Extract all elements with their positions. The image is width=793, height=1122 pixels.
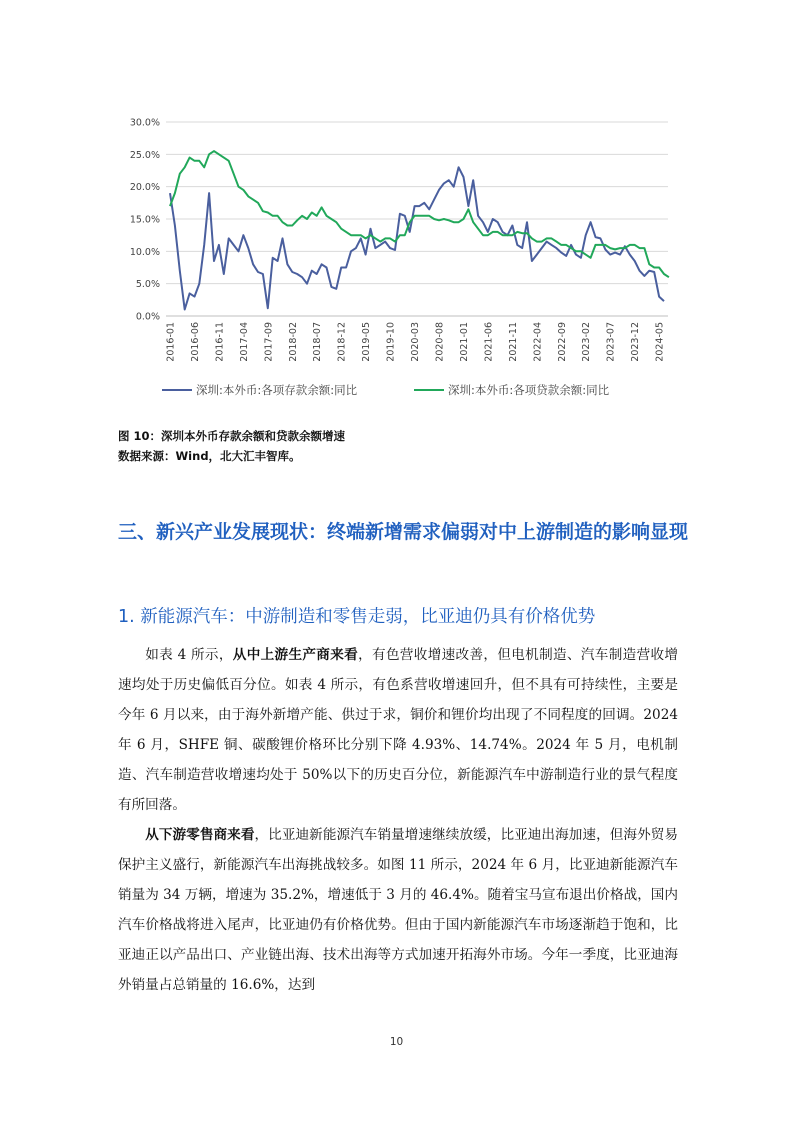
- x-tick-label: 2019-10: [385, 322, 397, 362]
- x-tick-label: 2016-06: [189, 322, 201, 362]
- line-chart: [118, 108, 678, 408]
- deposit-growth-line: [170, 167, 664, 309]
- loan-growth-line: [170, 151, 669, 277]
- figure-source: 数据来源：Wind，北大汇丰智库。: [118, 449, 301, 463]
- x-tick-label: 2020-08: [434, 322, 446, 362]
- x-tick-label: 2021-01: [458, 322, 470, 362]
- y-tick-label: 25.0%: [129, 149, 160, 161]
- x-tick-label: 2022-09: [556, 322, 568, 362]
- x-tick-label: 2018-02: [287, 322, 299, 362]
- x-tick-label: 2018-12: [336, 322, 348, 362]
- x-tick-label: 2016-11: [214, 322, 226, 362]
- x-tick-label: 2021-06: [483, 322, 495, 362]
- y-tick-label: 15.0%: [129, 214, 160, 226]
- p1-lead: 如表 4 所示，: [145, 647, 233, 663]
- legend-label: 深圳:本外币:各项存款余额:同比: [196, 383, 358, 397]
- x-tick-label: 2020-03: [410, 322, 422, 362]
- p2-bold: 从下游零售商来看: [145, 827, 255, 843]
- section-heading: 三、新兴产业发展现状：终端新增需求偏弱对中上游制造的影响显现: [118, 521, 689, 543]
- y-tick-label: 5.0%: [135, 279, 160, 291]
- x-tick-label: 2022-04: [532, 322, 544, 362]
- y-tick-label: 0.0%: [135, 311, 160, 323]
- x-tick-label: 2017-09: [263, 322, 275, 362]
- paragraph-2: [118, 820, 678, 1000]
- x-tick-label: 2019-05: [361, 322, 373, 362]
- x-tick-label: 2023-07: [605, 322, 617, 362]
- page-number: 10: [389, 1036, 404, 1048]
- y-tick-label: 30.0%: [129, 117, 160, 129]
- p1-bold: 从中上游生产商来看: [232, 647, 359, 663]
- x-tick-label: 2018-07: [312, 322, 324, 362]
- x-tick-label: 2023-02: [581, 322, 593, 362]
- paragraph-1: [118, 640, 678, 820]
- figure-caption: 图 10：深圳本外币存款余额和贷款余额增速: [118, 429, 346, 443]
- p1-rest: ，有色营收增速改善，但电机制造、汽车制造营收增速均处于历史偏低百分位。如表 4 所示，有色系营收增速回升，但不具有可持续性，主要是今年 6 月以来，由于海外新增产能、供过于求，铜价和锂价均出现了不同程度的回调。2024 年 6 月，SHFE 铜、碳酸锂价格环比分别下降 4.93%、14.74%。2024 年 5 月，电机制造、汽车制造营收增速均处于 50%以下的历史百分位，新能源汽车中游制造行业的景气程度有所回落。: [118, 647, 679, 813]
- deposit-loan-growth-chart: [118, 108, 678, 408]
- legend-label: 深圳:本外币:各项贷款余额:同比: [448, 383, 610, 397]
- p2-rest: ，比亚迪新能源汽车销量增速继续放缓，比亚迪出海加速，但海外贸易保护主义盛行，新能源汽车出海挑战较多。如图 11 所示，2024 年 6 月，比亚迪新能源汽车销量为 34 万辆，增速为 35.2%，增速低于 3 月的 46.4%。随着宝马宣布退出价格战，国内汽车价格战将进入尾声，比亚迪仍有价格优势。但由于国内新能源汽车市场逐渐趋于饱和，比亚迪正以产品出口、产业链出海、技术出海等方式加速开拓海外市场。今年一季度，比亚迪海外销量占总销量的 16.6%，达到: [118, 827, 679, 993]
- x-tick-label: 2023-12: [630, 322, 642, 362]
- x-tick-label: 2021-11: [507, 322, 519, 362]
- y-tick-label: 20.0%: [129, 182, 160, 194]
- x-tick-label: 2017-04: [238, 322, 250, 362]
- x-tick-label: 2024-05: [654, 322, 666, 362]
- section-subheading: 1. 新能源汽车：中游制造和零售走弱，比亚迪仍具有价格优势: [118, 607, 596, 627]
- body-text: [118, 640, 678, 1000]
- figure-caption-block: [118, 426, 345, 466]
- y-tick-label: 10.0%: [129, 246, 160, 258]
- x-tick-label: 2016-01: [165, 322, 177, 362]
